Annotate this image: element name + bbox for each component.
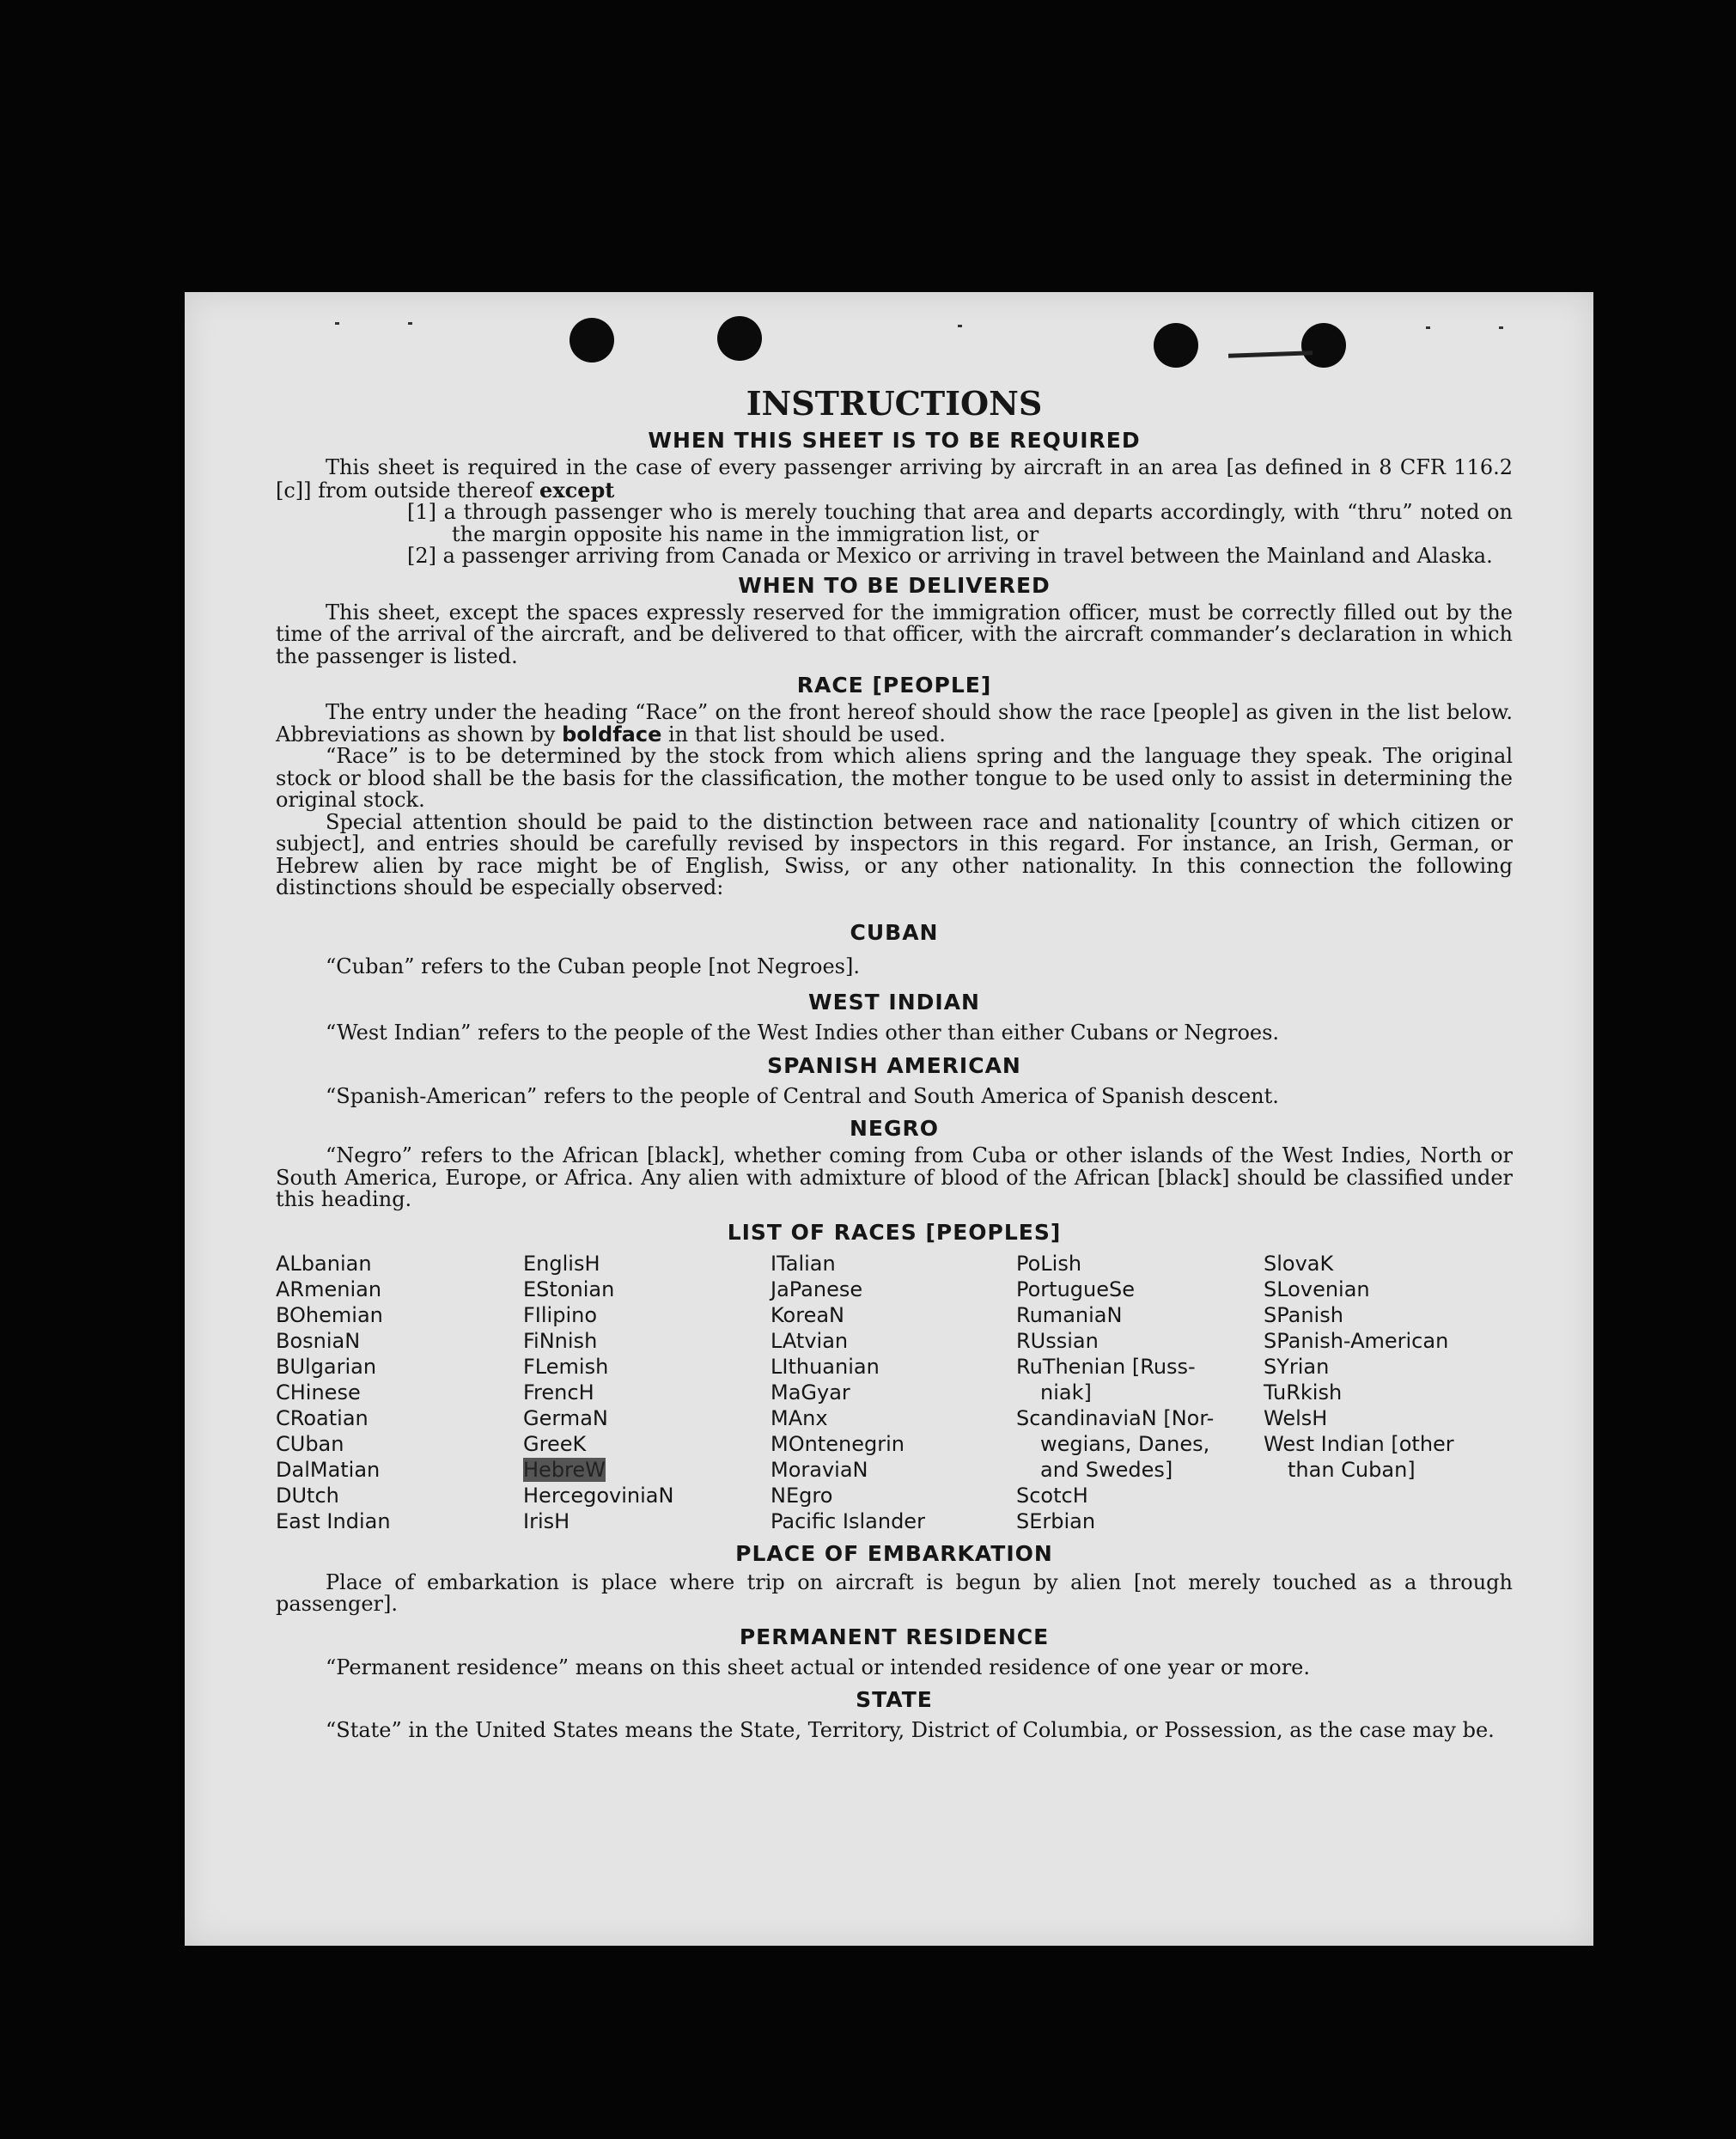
page-title: INSTRUCTIONS (746, 384, 1043, 423)
heading-residence: PERMANENT RESIDENCE (739, 1624, 1050, 1649)
race-item: MoraviaN (771, 1457, 868, 1482)
punch-hole (1301, 323, 1346, 368)
race-item: EnglisH (523, 1251, 600, 1276)
race-item: LIthuanian (771, 1354, 880, 1379)
race-item: RuThenian [Russ- (1016, 1354, 1196, 1379)
heading-negro: NEGRO (849, 1116, 940, 1141)
races-column-2 (523, 1251, 771, 1534)
races-column-4 (1016, 1251, 1264, 1534)
instruction-sheet (185, 292, 1593, 1946)
speck (1499, 326, 1503, 329)
race-item: ScandinaviaN [Nor- (1016, 1405, 1215, 1430)
heading-embarkation: PLACE OF EMBARKATION (735, 1540, 1053, 1566)
staple-mark (1228, 350, 1313, 357)
race-item: JaPanese (771, 1277, 863, 1301)
race-item: HercegoviniaN (523, 1483, 674, 1508)
race-item: BosniaN (276, 1328, 361, 1353)
heading-state: STATE (856, 1687, 933, 1712)
race-item: SPanish-American (1264, 1328, 1449, 1353)
heading-cuban: CUBAN (850, 919, 939, 945)
race-item: FLemish (523, 1354, 609, 1379)
race-item: CHinese (276, 1380, 361, 1405)
race-item: FrencH (523, 1380, 594, 1405)
delivered-text: This sheet, except the spaces expressly reserved for the immigration officer, must be correctly filled out by the time of the arrival of the aircraft, and be delivered to that officer, with the aircraft commander’s declaration in which the passenger is listed. (276, 600, 1513, 668)
race-item: TuRkish (1264, 1380, 1343, 1405)
heading-spanish-american: SPANISH AMERICAN (767, 1052, 1021, 1078)
state-text: “State” in the United States means the State, Territory, District of Columbia, or Possession, as the case may be. (326, 1718, 1495, 1742)
race-item: East Indian (276, 1508, 391, 1533)
race-item: CUban (276, 1431, 344, 1456)
race-item: MAnx (771, 1405, 828, 1430)
race-item: MaGyar (771, 1380, 850, 1405)
race-paragraph-3: Special attention should be paid to the distinction between race and nationality [country of which citizen or subject], and entries should be carefully revised by inspectors in this regard. For instance, an Irish, German, or Hebrew alien by race might be of English, Swiss, or any other nationality. In this connection the following distinctions should be especially observed: (276, 809, 1513, 899)
race-item: MOntenegrin (771, 1431, 905, 1456)
race-item-continued: than Cuban] (1288, 1457, 1416, 1482)
race-item: FiNnish (523, 1328, 598, 1353)
race-item: SLovenian (1264, 1277, 1370, 1301)
residence-text: “Permanent residence” means on this sheet actual or intended residence of one year or more. (326, 1655, 1310, 1679)
race-item-struck: HebreW (523, 1457, 606, 1482)
punch-hole (1154, 323, 1198, 368)
race-item: West Indian [other (1264, 1431, 1454, 1456)
race-item: DalMatian (276, 1457, 381, 1482)
required-item-2: [2] a passenger arriving from Canada or Mexico or arriving in travel between the Mainland and Alaska. (407, 544, 1493, 568)
race-item: GreeK (523, 1431, 587, 1456)
race-item: KoreaN (771, 1302, 844, 1327)
race-item-continued: niak] (1040, 1380, 1092, 1405)
race-item: IrisH (523, 1508, 570, 1533)
heading-delivered: WHEN TO BE DELIVERED (738, 572, 1051, 598)
race-paragraph-2: “Race” is to be determined by the stock from which aliens spring and the language they speak. The original stock or blood shall be the basis for the classification, the mother tongue to be used only to assist in determining the original stock. (276, 744, 1513, 812)
race-item: FIlipino (523, 1302, 598, 1327)
spanish-american-text: “Spanish-American” refers to the people of Central and South America of Spanish descent. (326, 1083, 1279, 1108)
races-column-1 (276, 1251, 523, 1534)
race-item: SlovaK (1264, 1251, 1334, 1276)
race-item: SPanish (1264, 1302, 1343, 1327)
race-item: PortugueSe (1016, 1277, 1135, 1301)
embarkation-text: Place of embarkation is place where trip on aircraft is begun by alien [not merely touched as a through passenger]. (276, 1569, 1513, 1616)
race-item: BUlgarian (276, 1354, 377, 1379)
speck (1426, 326, 1430, 329)
race-item: WelsH (1264, 1405, 1328, 1430)
race-item: PoLish (1016, 1251, 1082, 1276)
punch-hole (717, 316, 762, 361)
speck (335, 322, 339, 325)
race-item: LAtvian (771, 1328, 849, 1353)
race-item: CRoatian (276, 1405, 369, 1430)
heading-race: RACE [PEOPLE] (796, 673, 992, 698)
cuban-text: “Cuban” refers to the Cuban people [not Negroes]. (326, 954, 860, 978)
race-item: Pacific Islander (771, 1508, 925, 1533)
speck (408, 322, 412, 325)
west-indian-text: “West Indian” refers to the people of the West Indies other than either Cubans or Negroes. (326, 1021, 1280, 1045)
races-list (276, 1251, 1513, 1534)
races-column-5 (1264, 1251, 1513, 1534)
race-item: DUtch (276, 1483, 339, 1508)
speck (958, 325, 962, 327)
heading-required: WHEN THIS SHEET IS TO BE REQUIRED (648, 428, 1141, 453)
race-item: NEgro (771, 1483, 833, 1508)
race-paragraph-1: The entry under the heading “Race” on the front hereof should show the race [people] as given in the list below. Abbreviations as shown by boldface in that list should be used. (276, 700, 1513, 747)
negro-text: “Negro” refers to the African [black], whether coming from Cuba or other islands of the West Indies, North or South America, Europe, or Africa. Any alien with admixture of blood of the African [black] should be classified under this heading. (276, 1143, 1513, 1211)
punch-hole (570, 318, 614, 363)
race-item: GermaN (523, 1405, 608, 1430)
race-item: SYrian (1264, 1354, 1330, 1379)
race-item: RumaniaN (1016, 1302, 1123, 1327)
required-intro: This sheet is required in the case of every passenger arriving by aircraft in an area [as defined in 8 CFR 116.2 [c]] from outside thereof except (276, 455, 1513, 503)
race-item: ALbanian (276, 1251, 372, 1276)
heading-west-indian: WEST INDIAN (808, 990, 980, 1015)
race-item: ScotcH (1016, 1483, 1088, 1508)
required-item-1: [1] a through passenger who is merely touching that area and departs accordingly, with “thru” noted on the margin opposite his name in the immigration list, or (407, 500, 1513, 546)
race-item: ITalian (771, 1251, 836, 1276)
race-item: SErbian (1016, 1508, 1096, 1533)
race-item: BOhemian (276, 1302, 383, 1327)
races-column-3 (771, 1251, 1016, 1534)
race-item: EStonian (523, 1277, 615, 1301)
heading-list-of-races: LIST OF RACES [PEOPLES] (727, 1219, 1062, 1245)
race-item-continued: and Swedes] (1040, 1457, 1173, 1482)
race-item: RUssian (1016, 1328, 1099, 1353)
race-item-continued: wegians, Danes, (1040, 1431, 1210, 1456)
instructions-content (276, 385, 1513, 1742)
race-item: ARmenian (276, 1277, 382, 1301)
